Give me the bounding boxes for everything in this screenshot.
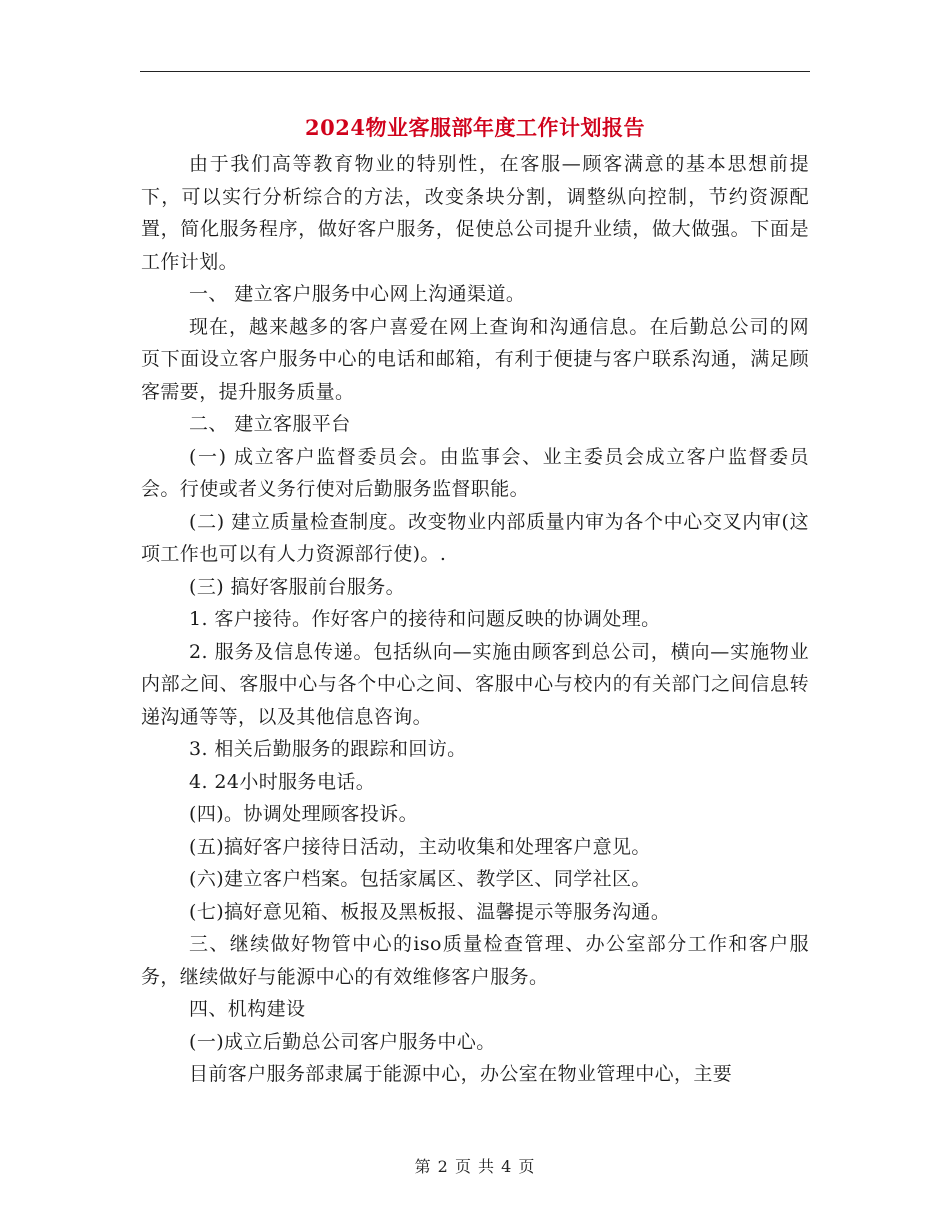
paragraph: (六)建立客户档案。包括家属区、教学区、同学社区。 [189,868,651,890]
page-footer: 第 2 页 共 4 页 [414,1157,536,1176]
paragraph: (七)搞好意见箱、板报及黑板报、温馨提示等服务沟通。 [189,900,671,923]
section-heading: 一、 建立客户服务中心网上沟通渠道。 [189,283,526,305]
list-item: 3. 相关后勤服务的跟踪和回访。 [189,738,467,760]
list-item: 1. 客户接待。作好客户的接待和问题反映的协调处理。 [189,608,661,630]
paragraph: (四)。协调处理顾客投诉。 [189,803,419,825]
document-title: 2024物业客服部年度工作计划报告 [305,115,645,140]
paragraph: (二) 建立质量检查制度。改变物业内部质量内审为各个中心交叉内审(这项工作也可以有人力资源部行使)。. [141,510,809,565]
section-heading: 三、继续做好物管中心的iso质量检查管理、办公室部分工作和客户服务，继续做好与能源中心的有效维修客户服务。 [141,933,809,988]
list-item: 2. 服务及信息传递。包括纵向—实施由顾客到总公司，横向—实施物业内部之间、客服中心与各个中心之间、客服中心与校内的有关部门之间信息转递沟通等等，以及其他信息咨询。 [141,640,809,728]
document-body [141,148,809,1091]
section-heading: 四、机构建设 [189,998,306,1020]
paragraph: 由于我们高等教育物业的特别性，在客服—顾客满意的基本思想前提下，可以实行分析综合的方法，改变条块分割，调整纵向控制，节约资源配置，简化服务程序，做好客户服务，促使总公司提升业绩，做大做强。下面是工作计划。 [141,153,809,273]
section-heading: 二、 建立客服平台 [189,413,351,435]
paragraph: (五)搞好客户接待日活动，主动收集和处理客户意见。 [189,835,651,858]
header-rule [140,71,810,72]
paragraph: 现在，越来越多的客户喜爱在网上查询和沟通信息。在后勤总公司的网页下面设立客户服务中心的电话和邮箱，有利于便捷与客户联系沟通，满足顾客需要，提升服务质量。 [141,315,809,403]
paragraph: 目前客户服务部隶属于能源中心，办公室在物业管理中心，主要 [189,1063,733,1085]
paragraph: (三) 搞好客服前台服务。 [189,575,406,598]
paragraph: (一)成立后勤总公司客户服务中心。 [189,1030,496,1053]
paragraph: (一) 成立客户监督委员会。由监事会、业主委员会成立客户监督委员会。行使或者义务行使对后勤服务监督职能。 [141,445,809,500]
list-item: 4. 24小时服务电话。 [189,770,376,793]
